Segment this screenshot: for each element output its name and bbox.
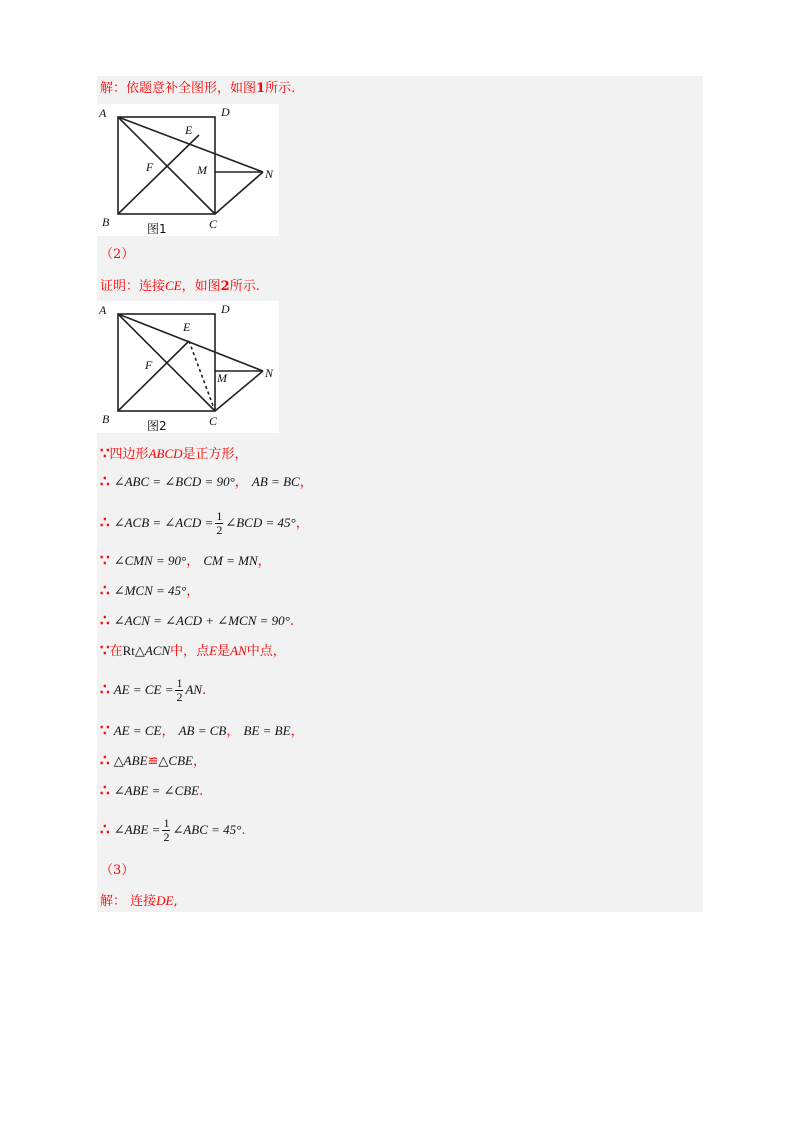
step-7-pre: 在 [109,644,123,659]
step-4-eq1: ∠CMN = 90° [113,553,187,568]
fig1-label-F: F [146,160,154,174]
therefore-symbol: ∴ [100,751,110,769]
figure-2 [97,301,279,433]
step-3: ∴ ∠ACB = ∠ACD = $\frac{1}{2}$ ∠BCD = 45°， [100,509,309,537]
proof-tail: 所示. [229,279,260,294]
step-11-eq: ∠ABE = ∠CBE [113,783,200,798]
step-6: ∴ ∠ACN = ∠ACD + ∠MCN = 90°. [100,611,294,629]
fig2-label-B: B [102,412,110,426]
step-7-triangle: △ACN [134,643,171,658]
step-10-t1: △ABE [113,753,148,768]
fig1-label-D: D [221,105,230,119]
step-8: ∴ AE = CE = $\frac{1}{2}$ AN. [100,676,207,704]
step-9-eq1: AE = CE [113,723,162,738]
step-1 [100,444,248,464]
because-symbol: ∵ [100,444,110,462]
part-3-seg: DE [156,893,174,908]
step-10-t2: △CBE [158,753,193,768]
therefore-symbol: ∴ [100,820,110,838]
fig2-label-M: M [217,371,227,385]
solution-text: 依题意补全图形，如图 [126,81,257,96]
step-7-mid: 中，点 [170,644,210,659]
fraction [162,817,170,844]
step-2-eq2: AB = BC [251,474,300,489]
fig1-label-B: B [102,215,110,229]
step-1-post: 是正方形， [182,447,248,462]
fraction-denominator: 2 [176,690,183,704]
step-4: ∵ ∠CMN = 90°， CM = MN， [100,551,271,569]
solution-label: 解： [100,81,127,96]
step-1-name: ABCD [148,446,183,461]
fraction-denominator: 2 [216,523,223,537]
step-7-seg: AN [230,643,247,658]
fraction [215,510,223,537]
step-12: ∴ ∠ABE = $\frac{1}{2}$ ∠ABC = 45°. [100,816,246,844]
fig1-caption: 图1 [147,222,167,236]
step-3-eq-a: ∠ACB = ∠ACD = [113,515,214,530]
part-3-text: 连接 [130,894,157,909]
figure-1 [97,104,279,236]
proof-text: ，如图 [181,279,221,294]
step-7-point: E [209,643,218,658]
step-7-rt: Rt [122,643,135,658]
fig2-label-A: A [99,303,107,317]
step-8-eq-a: AE = CE = [113,682,174,697]
fig2-caption: 图2 [147,419,167,433]
figure-ref-2: 2 [220,279,230,294]
fraction [175,677,183,704]
figure-ref: 1 [256,81,266,96]
therefore-symbol: ∴ [100,472,110,490]
step-7-is: 是 [217,644,231,659]
part-3-intro [100,892,178,911]
fig1-label-C: C [209,217,218,231]
fig1-label-E: E [185,123,193,137]
step-7 [100,641,286,661]
step-2-eq1: ∠ABC = ∠BCD = 90° [113,474,235,489]
fig2-label-F: F [145,358,153,372]
fig1-label-A: A [99,106,107,120]
proof-seg: CE [165,278,182,293]
fraction-denominator: 2 [163,830,170,844]
part-3-heading: （3） [100,863,135,878]
step-2: ∴ ∠ABC = ∠BCD = 90°， AB = BC， [100,472,313,490]
therefore-symbol: ∴ [100,513,110,531]
fig2-label-D: D [221,302,230,316]
because-symbol: ∵ [100,721,110,739]
solution-intro [100,80,295,98]
step-7-post: 中点， [246,644,286,659]
because-symbol: ∵ [100,641,110,659]
step-9-eq3: BE = BE [243,723,291,738]
part-3-label: 解： [100,894,127,909]
part-2-heading: （2） [100,247,135,262]
fig2-label-E: E [183,320,191,334]
step-4-eq2: CM = MN [203,553,258,568]
proof-label: 证明：连接 [100,279,166,294]
step-5-eq: ∠MCN = 45° [113,583,187,598]
step-11: ∴ ∠ABE = ∠CBE. [100,781,204,799]
step-6-eq: ∠ACN = ∠ACD + ∠MCN = 90° [113,613,290,628]
fraction-numerator: 1 [163,816,170,830]
fig2-label-N: N [265,366,274,380]
proof-intro [100,277,260,296]
part-3-tail: , [173,894,178,909]
fig2-label-C: C [209,414,218,428]
step-8-eq-b: AN [185,682,203,697]
step-9: ∵ AE = CE， AB = CB， BE = BE， [100,721,304,739]
fig1-label-N: N [265,167,274,181]
step-9-eq2: AB = CB [178,723,227,738]
step-1-pre: 四边形 [109,447,149,462]
step-10: ∴ △ABE≌△CBE， [100,751,206,769]
fig1-label-M: M [197,163,207,177]
solution-tail: 所示. [265,81,296,96]
therefore-symbol: ∴ [100,611,110,629]
step-12-eq-b: ∠ABC = 45° [172,822,242,837]
therefore-symbol: ∴ [100,781,110,799]
fraction-numerator: 1 [176,676,183,690]
step-5: ∴ ∠MCN = 45°， [100,581,200,599]
because-symbol: ∵ [100,551,110,569]
congruent-symbol: ≌ [147,754,159,769]
fraction-numerator: 1 [216,509,223,523]
therefore-symbol: ∴ [100,680,110,698]
therefore-symbol: ∴ [100,581,110,599]
step-3-eq-b: ∠BCD = 45° [225,515,296,530]
step-12-eq-a: ∠ABE = [113,822,161,837]
